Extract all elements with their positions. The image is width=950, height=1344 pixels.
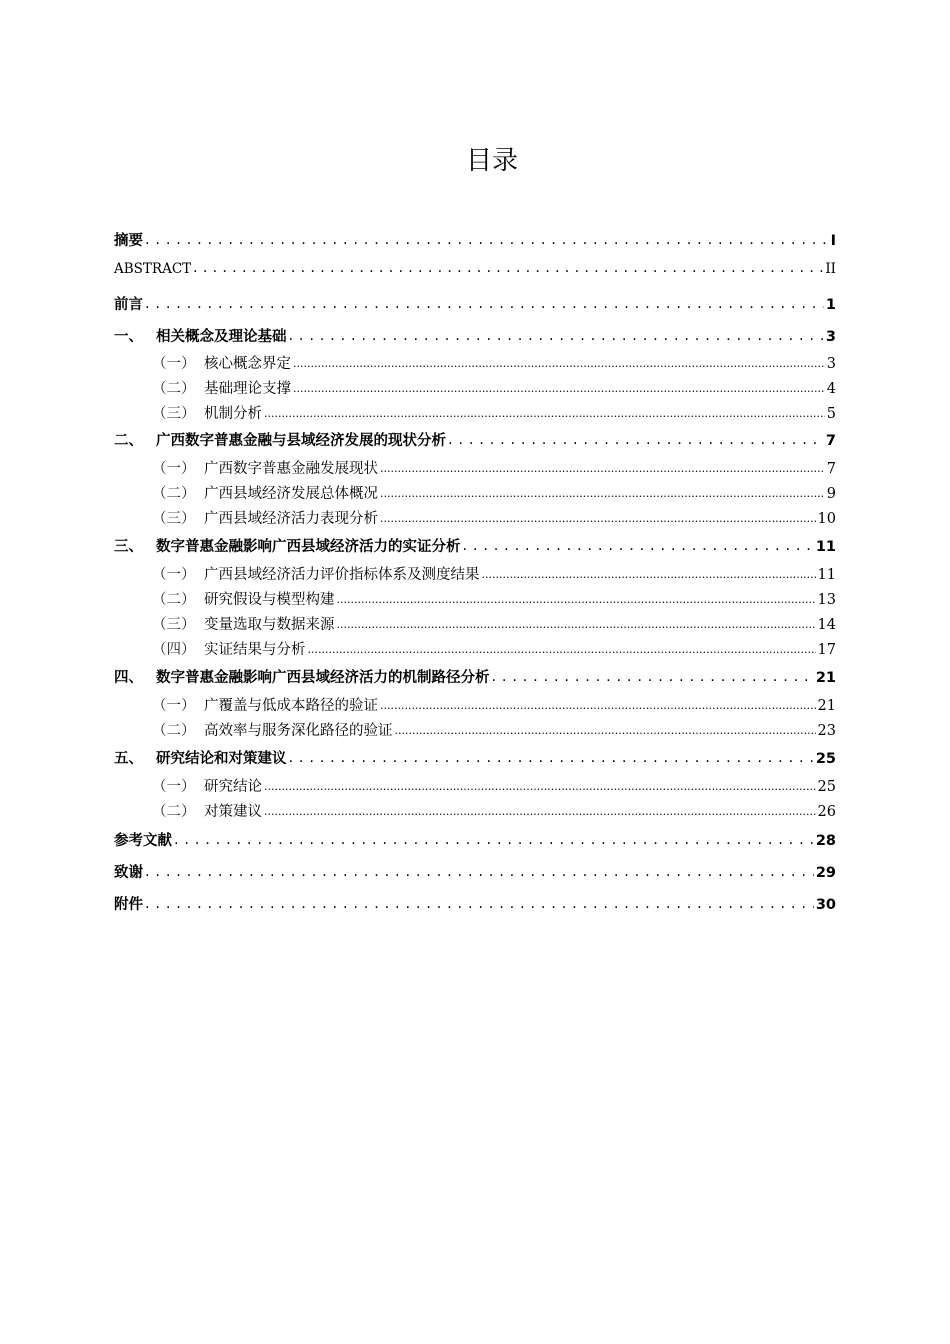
toc-leader-dots [193,260,823,276]
toc-entry-number: （三） [152,406,196,422]
toc-subentry [114,377,836,401]
toc-subentry [114,352,836,376]
toc-entry [114,535,836,559]
toc-entry-title: 相关概念及理论基础 [156,329,287,345]
toc-subentry [114,613,836,637]
toc-leader-dots [145,232,829,248]
toc-page-number: 11 [817,567,836,583]
toc-entry-number: （一） [152,698,196,714]
toc-entry-title: 广西县域经济活力评价指标体系及测度结果 [204,567,480,583]
toc-entry-number: 四、 [114,670,143,686]
toc-entry-title: 研究结论和对策建议 [156,751,287,767]
toc-page-number: 21 [815,670,836,686]
toc-entry-number: 一、 [114,329,143,345]
toc-entry-title: 前言 [114,297,143,313]
toc-entry [114,893,836,917]
toc-entry-number: （二） [152,804,196,820]
toc-entry-number: （三） [152,617,196,633]
toc-page-number: 7 [825,433,836,449]
toc-page-number: 28 [815,833,836,849]
toc-leader-dots [145,296,824,312]
toc-entry-title: 摘要 [114,233,143,249]
toc-page-number: 13 [817,592,836,608]
toc-entry-number: （三） [152,511,196,527]
toc-page-number: 9 [826,486,836,502]
toc-entry-title: 数字普惠金融影响广西县域经济活力的机制路径分析 [156,670,490,686]
toc-entry-title: 变量选取与数据来源 [204,617,335,633]
toc-page-number: 23 [817,723,836,739]
toc-entry-title: 广西县域经济发展总体概况 [204,486,378,502]
toc-entry-title: 广覆盖与低成本路径的验证 [204,698,378,714]
toc-page-number: 5 [826,406,836,422]
toc-leader-dots [145,896,814,912]
toc-entry-title: 实证结果与分析 [204,642,306,658]
toc-subentry [114,638,836,662]
toc-entry-title: 核心概念界定 [204,356,291,372]
toc-entry-title: 基础理论支撑 [204,381,291,397]
toc-subentry [114,563,836,587]
toc-leader-dots [380,485,825,501]
toc-leader-dots [145,864,814,880]
toc-subentry [114,694,836,718]
toc-entry-title: 高效率与服务深化路径的验证 [204,723,393,739]
toc-entry-title: 致谢 [114,865,143,881]
toc-page-number: 7 [826,461,836,477]
toc-page-number: 30 [815,897,836,913]
toc-entry [114,829,836,853]
toc-entry-title: 附件 [114,897,143,913]
toc-title: 目录 [465,146,518,176]
toc-entry [114,747,836,771]
toc-leader-dots [492,669,814,685]
toc-page-number: 29 [815,865,836,881]
toc-subentry [114,588,836,612]
toc-entry [114,325,836,349]
toc-entry-number: （一） [152,356,196,372]
toc-leader-dots [337,616,816,632]
toc-entry-title: 数字普惠金融影响广西县域经济活力的实证分析 [156,539,461,555]
toc-leader-dots [264,803,816,819]
toc-entry [114,293,836,317]
toc-entry-number: （一） [152,567,196,583]
toc-page-number: 11 [815,539,836,555]
toc-subentry [114,800,836,824]
toc-page-number: 25 [817,779,836,795]
toc-page-number: I [830,233,836,249]
toc-subentry [114,507,836,531]
toc-leader-dots [380,510,816,526]
toc-leader-dots [293,355,825,371]
toc-subentry [114,402,836,426]
toc-entry-title: 广西数字普惠金融与县域经济发展的现状分析 [156,433,446,449]
toc-entry-number: （二） [152,381,196,397]
toc-leader-dots [380,697,816,713]
toc-leader-dots [337,591,816,607]
toc-subentry [114,719,836,743]
toc-entry-number: （四） [152,642,196,658]
toc-leader-dots [289,750,814,766]
toc-page-number: 1 [825,297,836,313]
toc-page-number: 10 [817,511,836,527]
toc-subentry [114,482,836,506]
toc-leader-dots [174,832,814,848]
toc-entry-title: 广西数字普惠金融发展现状 [204,461,378,477]
toc-entry [114,861,836,885]
toc-leader-dots [293,380,825,396]
toc-entry-number: 五、 [114,751,143,767]
toc-entry-title: 对策建议 [204,804,262,820]
toc-entry-title: 研究结论 [204,779,262,795]
toc-entry-number: （二） [152,723,196,739]
toc-leader-dots [264,778,816,794]
toc-entry [114,666,836,690]
toc-entry-title: 参考文献 [114,833,172,849]
toc-subentry [114,775,836,799]
toc-entry-number: 三、 [114,539,143,555]
toc-leader-dots [448,432,824,448]
toc-page-number: 25 [815,751,836,767]
toc-page-number: 3 [826,356,836,372]
toc-page-number: 4 [826,381,836,397]
toc-entry-title: ABSTRACT [114,261,192,277]
toc-entry [114,429,836,453]
toc-leader-dots [289,328,824,344]
toc-page-number: 3 [825,329,836,345]
toc-leader-dots [463,538,814,554]
toc-entry-number: （一） [152,461,196,477]
toc-leader-dots [380,460,825,476]
toc-subentry [114,457,836,481]
toc-page-number: 21 [817,698,836,714]
toc-leader-dots [482,566,816,582]
toc-page-number: 17 [817,642,836,658]
toc-page-number: 14 [817,617,836,633]
toc-entry-number: （二） [152,486,196,502]
toc-entry-title: 机制分析 [204,406,262,422]
toc-entry-number: （一） [152,779,196,795]
toc-page-number: II [825,261,836,277]
toc-entry-number: 二、 [114,433,143,449]
toc-entry [114,229,836,253]
toc-entry-number: （二） [152,592,196,608]
toc-entry-title: 研究假设与模型构建 [204,592,335,608]
toc-entry-title: 广西县域经济活力表现分析 [204,511,378,527]
toc-leader-dots [308,641,816,657]
toc-page-number: 26 [817,804,836,820]
toc-leader-dots [264,405,825,421]
toc-entry [114,261,836,285]
toc-leader-dots [395,722,816,738]
